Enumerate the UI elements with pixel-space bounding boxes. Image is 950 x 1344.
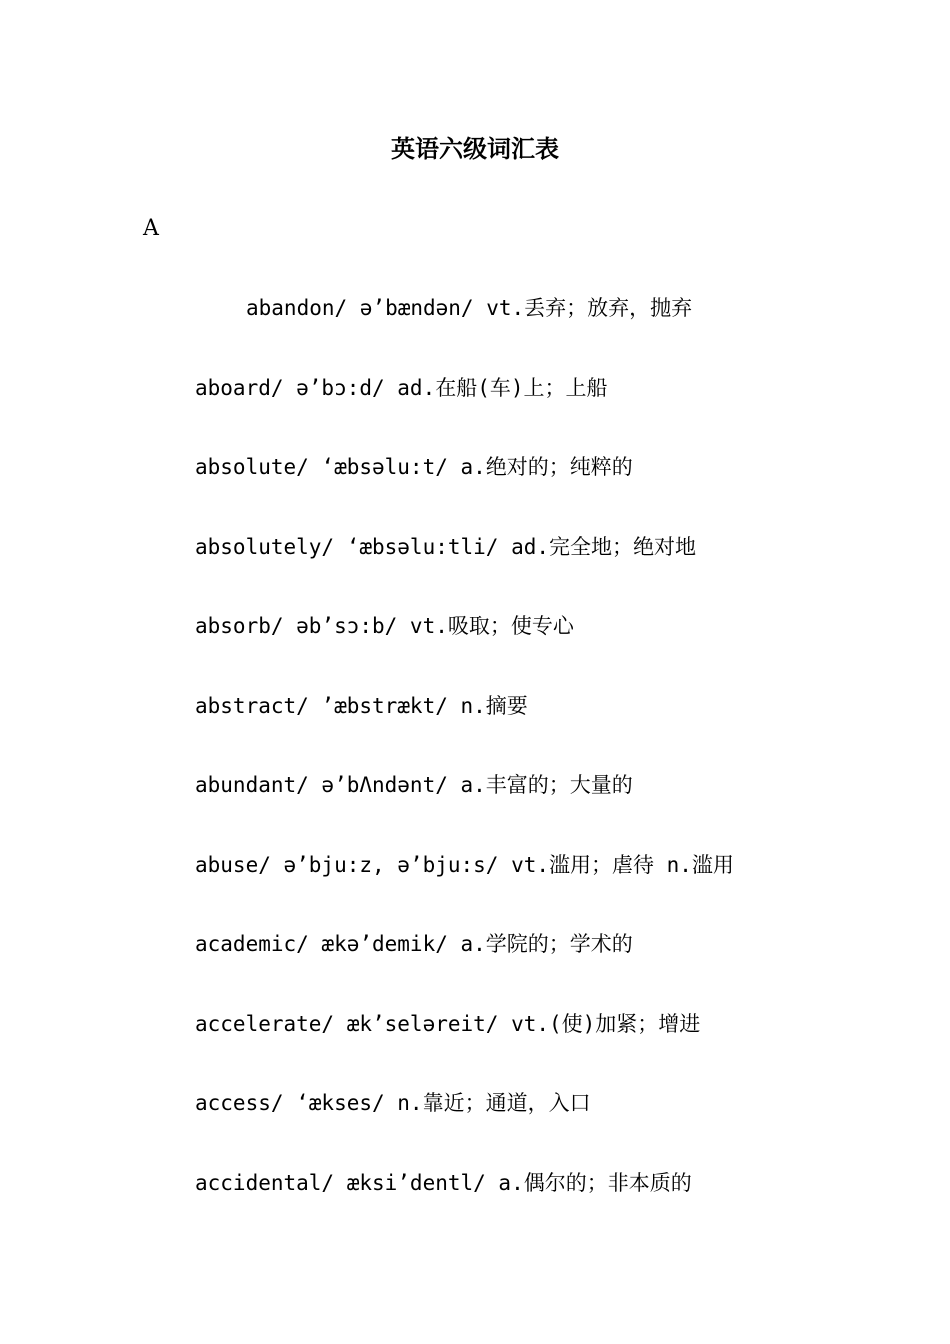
vocabulary-entry bbox=[0, 690, 950, 770]
document-title: 英语六级词汇表 bbox=[391, 135, 559, 163]
vocabulary-entry bbox=[0, 769, 950, 849]
vocabulary-entry bbox=[0, 610, 950, 690]
entry-text: access/ ‘ækses/ n.靠近；通道，入口 bbox=[195, 1091, 591, 1115]
entry-text: abstract/ ’æbstrækt/ n.摘要 bbox=[195, 693, 528, 718]
vocabulary-entry bbox=[0, 1008, 950, 1088]
vocabulary-entry bbox=[0, 1087, 950, 1167]
vocabulary-list bbox=[0, 292, 950, 1246]
entry-text: absolute/ ‘æbsəlu:t/ a.绝对的；纯粹的 bbox=[195, 455, 633, 479]
vocabulary-entry bbox=[0, 292, 950, 372]
entry-text: abundant/ ə’bΛndənt/ a.丰富的；大量的 bbox=[195, 773, 633, 797]
entry-text: absolutely/ ‘æbsəlu:tli/ ad.完全地；绝对地 bbox=[195, 534, 697, 559]
vocabulary-entry bbox=[0, 849, 950, 929]
vocabulary-entry bbox=[0, 531, 950, 611]
vocabulary-entry bbox=[0, 1167, 950, 1247]
entry-text: abuse/ ə’bju:z, ə’bju:s/ vt.滥用；虐待 n.滥用 bbox=[195, 852, 734, 877]
section-letter: A bbox=[143, 216, 159, 241]
vocabulary-entry bbox=[0, 928, 950, 1008]
vocabulary-entry bbox=[0, 451, 950, 531]
entry-text: accidental/ æksi’dentl/ a.偶尔的；非本质的 bbox=[195, 1170, 692, 1195]
entry-text: academic/ ækə’demik/ a.学院的；学术的 bbox=[195, 932, 633, 956]
entry-text: absorb/ əb’sɔ:b/ vt.吸取；使专心 bbox=[195, 614, 574, 638]
vocabulary-entry bbox=[0, 372, 950, 452]
entry-text: aboard/ ə’bɔ:d/ ad.在船(车)上；上船 bbox=[195, 375, 608, 400]
entry-text: accelerate/ æk’seləreit/ vt.(使)加紧；增进 bbox=[195, 1011, 701, 1036]
entry-text: abandon/ ə’bændən/ vt.丢弃；放弃，抛弃 bbox=[246, 296, 693, 320]
